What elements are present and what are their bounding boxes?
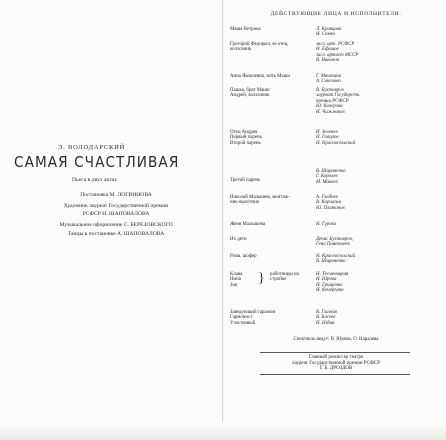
actor-name: Н. Юрова xyxy=(316,277,337,283)
role-name: Пашка, брат Маши xyxy=(230,88,270,93)
role-name: Первый парень xyxy=(230,135,262,141)
role-name: Участковый xyxy=(230,320,256,326)
director-credit xyxy=(230,355,442,372)
credit-line: Художник лауреат Государственной премии xyxy=(63,203,169,209)
role-name: Григорий Федорыч, ее отец, xyxy=(230,42,289,47)
actor-name: В. Шириненко xyxy=(316,259,346,265)
actor-name: засл. арт. РСФСР xyxy=(316,42,355,47)
left-panel xyxy=(0,0,222,440)
actor-name: Г. Королев xyxy=(316,174,338,180)
play-subtitle: Пьеса в двух актах xyxy=(72,177,117,183)
role-name: Нина xyxy=(230,277,241,283)
role-name: Гармонист xyxy=(230,315,253,321)
credit-line: Постановка М. ЛОГВИНОВА xyxy=(80,192,152,198)
actor-name: Гена Пантелеев xyxy=(316,242,350,248)
actor-name: Ю. Платонов xyxy=(316,205,345,211)
actor-name: Г. Мачехина xyxy=(316,74,342,79)
actor-name: В. Басеев xyxy=(316,315,336,321)
actor-name: Н. Ефимов xyxy=(316,47,339,53)
actor-name: И. Зеленев xyxy=(316,130,338,135)
actor-name: В. Никонов xyxy=(316,58,339,64)
page-fold-line xyxy=(222,0,223,440)
credits-block xyxy=(12,190,220,237)
divider xyxy=(260,352,410,353)
footer-line: Г. Б. ДРОЗДОВ xyxy=(319,366,353,372)
role-name: Маша Ветрова xyxy=(230,27,261,32)
credit-line: РСФСР Н. ШАПОВАЛОВА xyxy=(82,211,150,217)
role-name: Николай Малышев, монтаж- xyxy=(230,195,290,200)
role-name: Рома, шофер xyxy=(230,254,257,259)
actor-name: Денис Бухтояров, xyxy=(316,237,354,242)
role-name: Зоя xyxy=(230,282,238,288)
cast-heading: ДЕЙСТВУЮЩИЕ ЛИЦА И ИСПОЛНИТЕЛИ: xyxy=(270,11,402,17)
footer-line: лауреат Государственной премии РСФСР xyxy=(291,360,381,366)
role-name: Их дети xyxy=(230,237,247,242)
actor-name: лауреат Государств. xyxy=(316,93,361,99)
actor-name: Н. Юдин xyxy=(316,320,335,326)
role-note: стройке xyxy=(270,277,287,283)
role-name: Заведующий гаражом xyxy=(230,310,276,315)
actor-name: премии РСФСР xyxy=(316,98,349,104)
actor-name: Н. Красносельский xyxy=(316,140,356,146)
role-name: ник-высотник xyxy=(230,200,260,206)
role-name: колхозник xyxy=(230,47,252,53)
role-name: Второй парень xyxy=(230,140,261,146)
actor-name: Н. Грищенко xyxy=(316,282,343,288)
actor-name: Н. Семко xyxy=(316,32,335,38)
actor-name: Ю. Кочергин xyxy=(316,104,343,110)
actor-name: Л. Кравцова xyxy=(316,27,342,32)
play-title: САМАЯ СЧАСТЛИВАЯ xyxy=(14,153,180,171)
actor-name: Н. Красносельский xyxy=(316,254,356,259)
announcer-line: Спектакль ведут: В. Юрова, О. Наралева xyxy=(293,337,379,342)
actor-name: Н. Говоров xyxy=(316,135,339,141)
role-name: Анна Яковлевна, мать Маши xyxy=(230,74,290,79)
actor-name: В. Бухтояров xyxy=(316,88,344,93)
role-name: Клава xyxy=(230,272,243,277)
actor-name: Н. Чижмаков xyxy=(316,109,345,115)
sheet-edge xyxy=(0,422,446,440)
right-panel xyxy=(230,0,442,440)
brace-glyph: } xyxy=(258,271,265,286)
actor-name: А. Соколова xyxy=(316,79,341,85)
actor-name: М. Макеев xyxy=(316,179,338,185)
actor-name: Н. Тесменицкая xyxy=(316,272,349,277)
actor-name: засл. артист МССР xyxy=(316,52,359,58)
actor-name: В. Корчагин xyxy=(316,200,341,206)
author-name: Э. ВОЛОДАРСКИЙ xyxy=(58,144,126,151)
actor-name: Н. Кочергина xyxy=(316,288,344,294)
role-name: Женя Малышева xyxy=(230,222,266,227)
footer-line: Главный режиссер театра xyxy=(308,355,364,360)
actor-name: В. Глазков xyxy=(316,310,338,315)
actor-name: А. Гладнев xyxy=(316,195,338,200)
credit-line: Танцы в постановке А. ШАПОВАЛОВА xyxy=(67,231,165,237)
divider xyxy=(260,374,410,375)
role-name: Третий парень xyxy=(230,178,261,183)
actor-name: Н. Гурова xyxy=(316,222,337,227)
role-name: Отец Андрея xyxy=(230,130,258,135)
actor-name: В. Шириненко xyxy=(316,169,346,174)
role-note: работницы на xyxy=(270,272,299,277)
role-name: Андрей, колхозник xyxy=(230,93,270,99)
credit-line: Музыкальное оформление С. БЕРЕЗОВСКОГО xyxy=(59,222,173,228)
